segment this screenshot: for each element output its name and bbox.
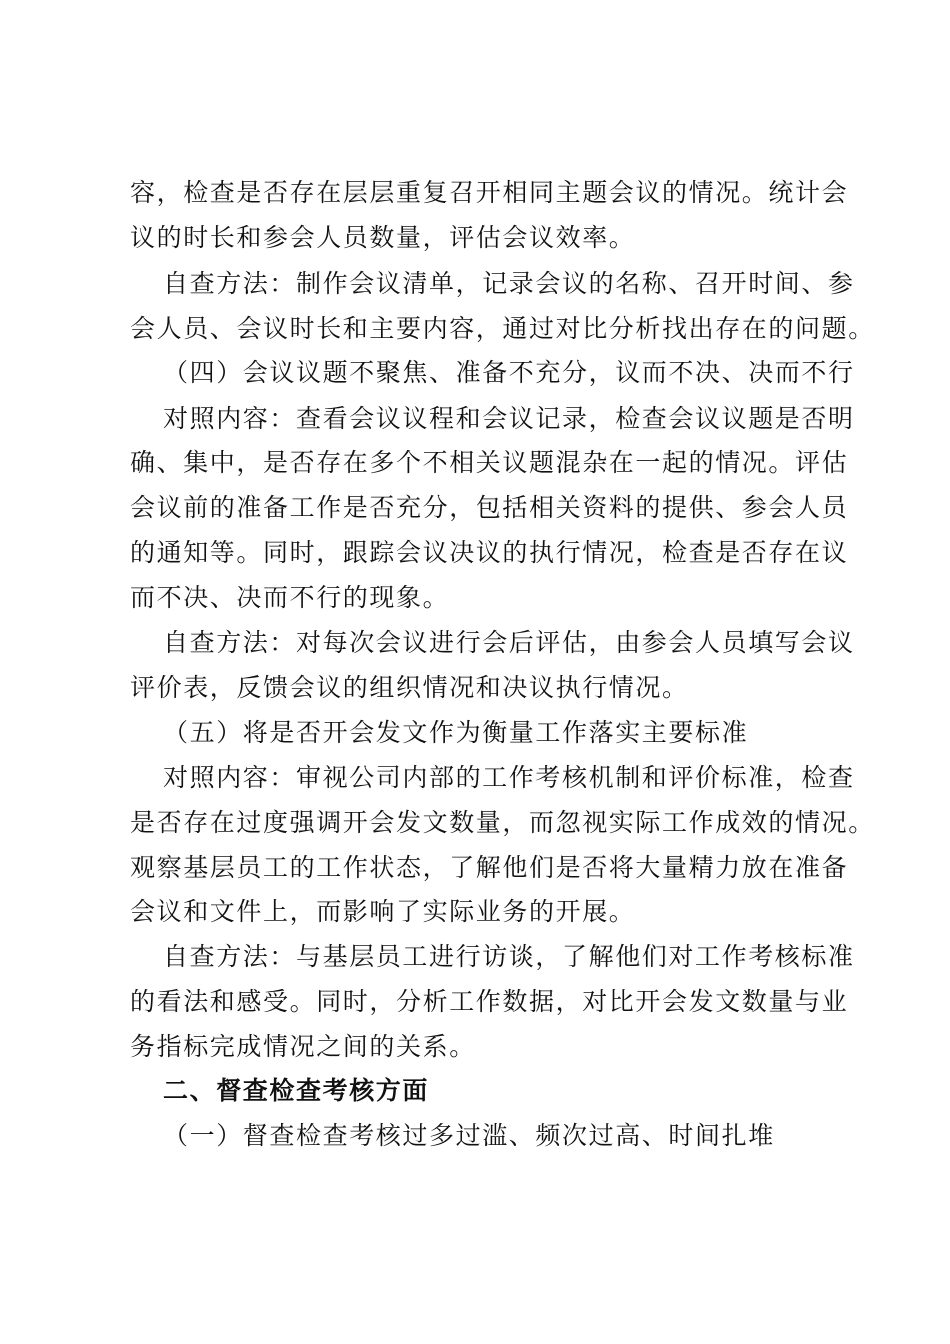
paragraph-line: 务指标完成情况之间的关系。 <box>130 1032 476 1061</box>
paragraph-line: 对照内容：审视公司内部的工作考核机制和评价标准，检查 <box>163 763 855 792</box>
paragraph-line: 自查方法：对每次会议进行会后评估，由参会人员填写会议 <box>163 628 855 657</box>
paragraph-line: 议的时长和参会人员数量，评估会议效率。 <box>130 223 636 252</box>
paragraph-line: 会人员、会议时长和主要内容，通过对比分析找出存在的问题。 <box>130 314 875 343</box>
paragraph-line: 对照内容：查看会议议程和会议记录，检查会议议题是否明 <box>163 404 855 433</box>
paragraph-line: 确、集中，是否存在多个不相关议题混杂在一起的情况。评估 <box>130 448 849 477</box>
paragraph-line: 会议前的准备工作是否充分，包括相关资料的提供、参会人员 <box>130 493 849 522</box>
paragraph-line: 观察基层员工的工作状态，了解他们是否将大量精力放在准备 <box>130 853 849 882</box>
subheading-5: （五）将是否开会发文作为衡量工作落实主要标准 <box>163 718 749 747</box>
paragraph-line: 是否存在过度强调开会发文数量，而忽视实际工作成效的情况。 <box>130 808 875 837</box>
paragraph-line: 自查方法：与基层员工进行访谈，了解他们对工作考核标准 <box>163 942 855 971</box>
paragraph-line: 的看法和感受。同时，分析工作数据，对比开会发文数量与业 <box>130 987 849 1016</box>
paragraph-line: 自查方法：制作会议清单，记录会议的名称、召开时间、参 <box>163 269 855 298</box>
section-heading: 二、督查检查考核方面 <box>163 1076 430 1105</box>
subheading-4: （四）会议议题不聚焦、准备不充分，议而不决、决而不行 <box>163 358 855 387</box>
paragraph-line: 的通知等。同时，跟踪会议决议的执行情况，检查是否存在议 <box>130 538 849 567</box>
paragraph-line: 容，检查是否存在层层重复召开相同主题会议的情况。统计会 <box>130 178 849 207</box>
paragraph-line: 而不决、决而不行的现象。 <box>130 583 450 612</box>
subheading-1: （一）督查检查考核过多过滥、频次过高、时间扎堆 <box>163 1121 775 1150</box>
paragraph-line: 评价表，反馈会议的组织情况和决议执行情况。 <box>130 673 689 702</box>
paragraph-line: 会议和文件上，而影响了实际业务的开展。 <box>130 897 636 926</box>
